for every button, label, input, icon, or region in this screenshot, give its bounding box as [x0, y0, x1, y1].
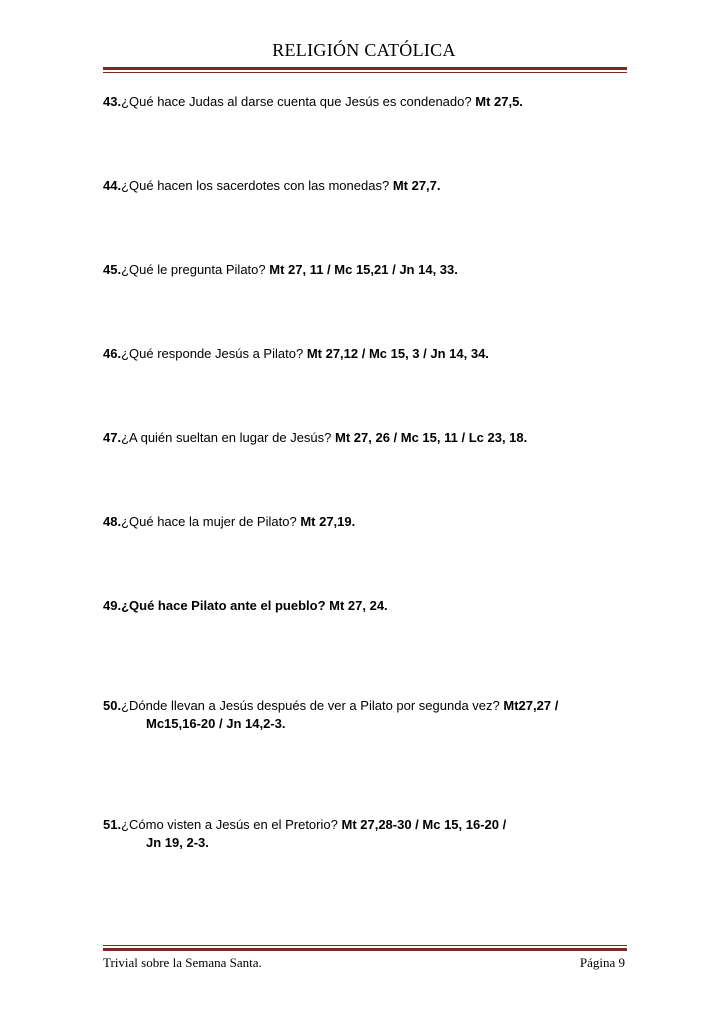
question-43: [103, 93, 633, 111]
header-rule-thick: [103, 67, 627, 70]
footer-page-number: Página 9: [579, 955, 625, 970]
bible-reference: Mt 27,19.: [300, 514, 356, 529]
question-text: ¿Qué le pregunta Pilato?: [121, 262, 266, 277]
question-number: 43.: [103, 94, 122, 109]
bible-reference: Mt 27,12 / Mc 15, 3 / Jn 14, 34.: [306, 346, 489, 361]
question-number: 48.: [103, 514, 122, 529]
question-text: ¿Cómo visten a Jesús en el Pretorio?: [121, 817, 338, 832]
question-number: 51.: [103, 817, 122, 832]
question-text: ¿Qué hace la mujer de Pilato?: [121, 514, 297, 529]
footer-rule-thick: [103, 948, 627, 951]
bible-reference: Mt 27,5.: [475, 94, 523, 109]
bible-reference-continued: Mc15,16-20 / Jn 14,2-3.: [146, 716, 286, 731]
bible-reference: Mt 27,7.: [392, 178, 441, 193]
bible-reference-continued: Jn 19, 2-3.: [146, 835, 209, 850]
question-text: ¿Qué hace Judas al darse cuenta que Jesús es condenado?: [121, 94, 472, 109]
question-49: [103, 597, 633, 615]
question-text: ¿A quién sueltan en lugar de Jesús?: [121, 430, 332, 445]
bible-reference: Mt27,27 /: [503, 698, 559, 713]
footer-document-title: Trivial sobre la Semana Santa.: [103, 955, 262, 970]
header-rule-thin: [103, 72, 627, 73]
bible-reference: Mt 27, 26 / Mc 15, 11 / Lc 23, 18.: [335, 430, 528, 445]
bible-reference: Mt 27,28-30 / Mc 15, 16-20 /: [341, 817, 507, 832]
question-number: 46.: [103, 346, 122, 361]
question-number: 47.: [103, 430, 122, 445]
question-text: ¿Qué hacen los sacerdotes con las monedas?: [121, 178, 390, 193]
question-44: [103, 177, 633, 195]
question-text: ¿Qué responde Jesús a Pilato?: [121, 346, 304, 361]
question-number: 50.: [103, 698, 122, 713]
question-text: ¿Dónde llevan a Jesús después de ver a Pilato por segunda vez?: [121, 698, 500, 713]
question-number: 44.: [103, 178, 122, 193]
question-46: [103, 345, 633, 363]
footer-rule-thin: [103, 945, 627, 946]
question-47: [103, 429, 633, 447]
question-45: [103, 261, 633, 279]
bible-reference: Mt 27, 24.: [329, 598, 388, 613]
bible-reference: Mt 27, 11 / Mc 15,21 / Jn 14, 33.: [269, 262, 458, 277]
question-number: 45.: [103, 262, 122, 277]
question-51: [103, 816, 633, 852]
header-title: RELIGIÓN CATÓLICA: [272, 40, 456, 60]
question-text: ¿Qué hace Pilato ante el pueblo?: [121, 598, 326, 613]
question-50: [103, 697, 633, 733]
question-number: 49.: [103, 598, 122, 613]
question-48: [103, 513, 633, 531]
